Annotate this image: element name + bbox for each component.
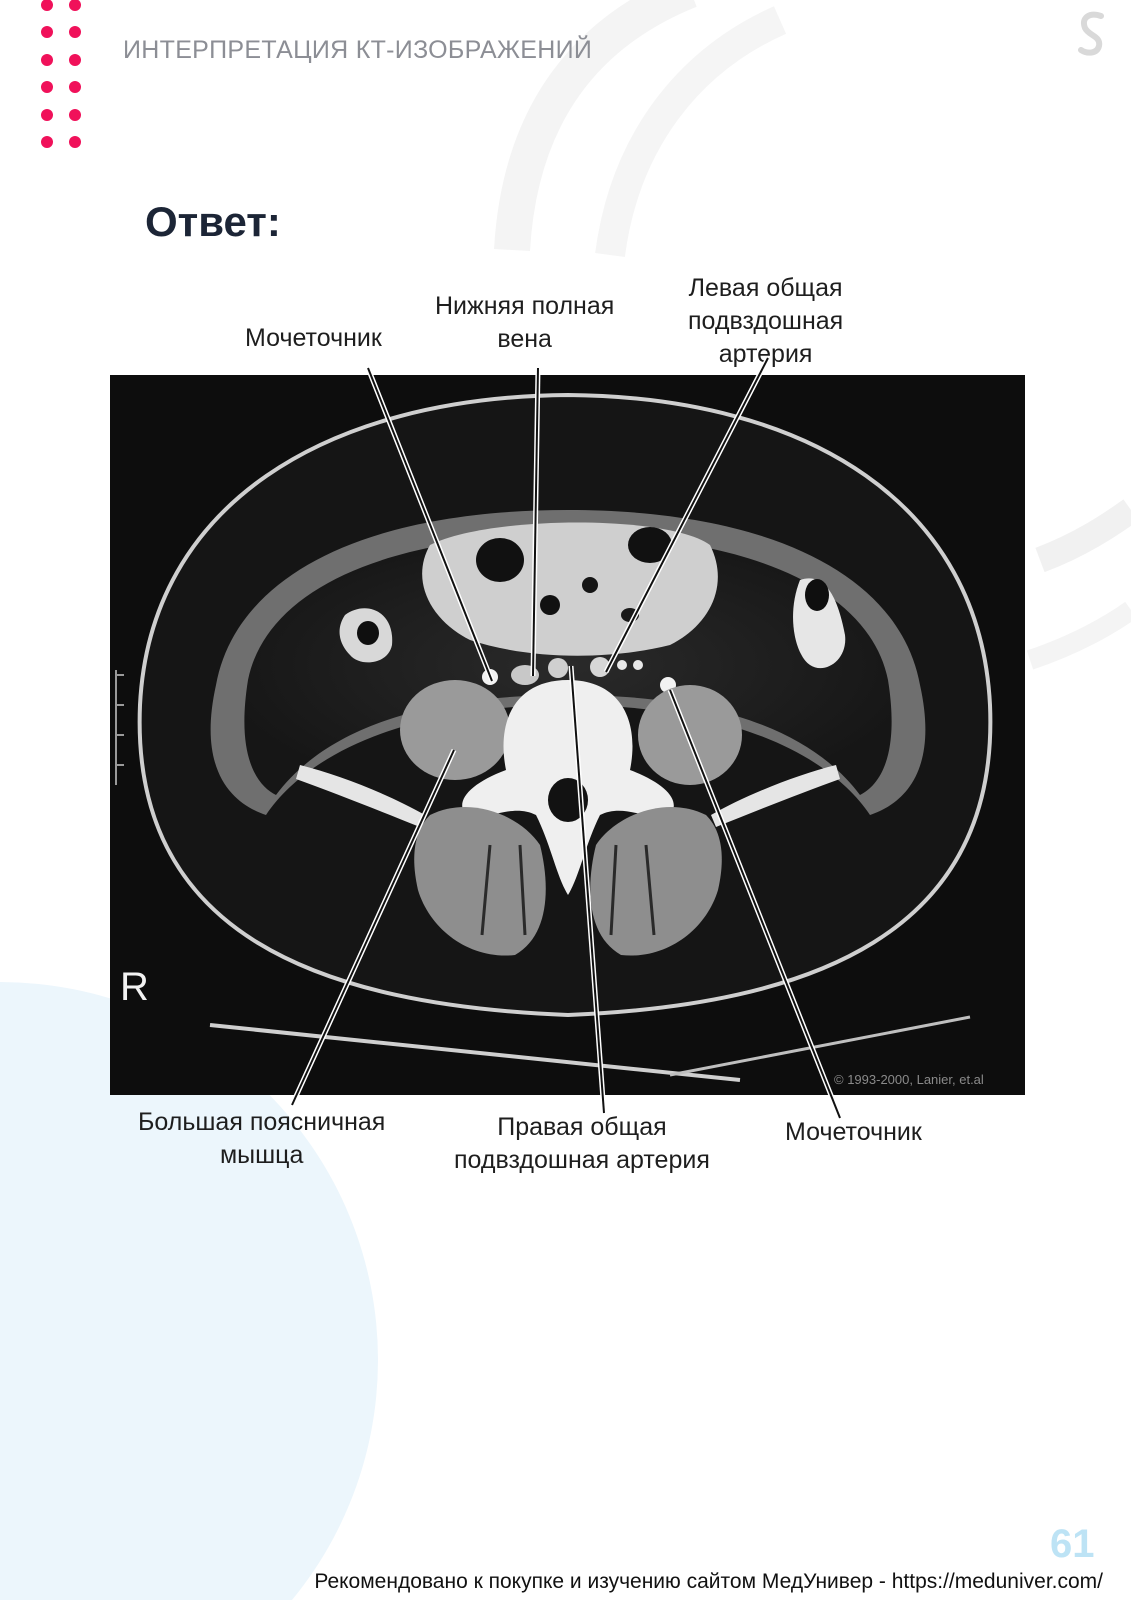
figure-copyright: © 1993-2000, Lanier, et.al [834, 1072, 984, 1087]
decor-arc-right-2 [1030, 610, 1131, 660]
label-ureter-right: Мочеточник [245, 324, 382, 352]
label-left-common-iliac-artery: Левая общая подвздошная артерия [688, 274, 844, 368]
side-marker-r: R [120, 965, 149, 1009]
label-ivc: Нижняя полная вена [435, 292, 615, 353]
running-title: ИНТЕРПРЕТАЦИЯ КТ-ИЗОБРАЖЕНИЙ [123, 36, 593, 64]
label-right-common-iliac-artery: Правая общая подвздошная артерия [454, 1113, 710, 1174]
label-ureter-left: Мочеточник [785, 1118, 922, 1146]
right-iliac-artery [548, 658, 568, 678]
page-number: 61 [1050, 1522, 1095, 1566]
right-ureter-mark [482, 669, 498, 685]
label-psoas-major: Большая поясничная мышца [138, 1108, 386, 1169]
decor-arc-inner [610, 20, 780, 255]
right-psoas [400, 680, 510, 780]
answer-heading: Ответ: [145, 198, 281, 245]
bowel-contrast [422, 523, 718, 656]
stylized-s-logo-icon [1077, 8, 1107, 58]
left-psoas [638, 685, 742, 785]
left-iliac-artery [590, 657, 610, 677]
decor-arc-right [1040, 510, 1131, 560]
ct-scan-image [110, 375, 1025, 1095]
accent-dots-icon [40, 0, 85, 150]
footer-recommendation: Рекомендовано к покупке и изучению сайтом МедУнивер - https://meduniver.com/ [314, 1570, 1103, 1593]
ivc [511, 665, 539, 685]
